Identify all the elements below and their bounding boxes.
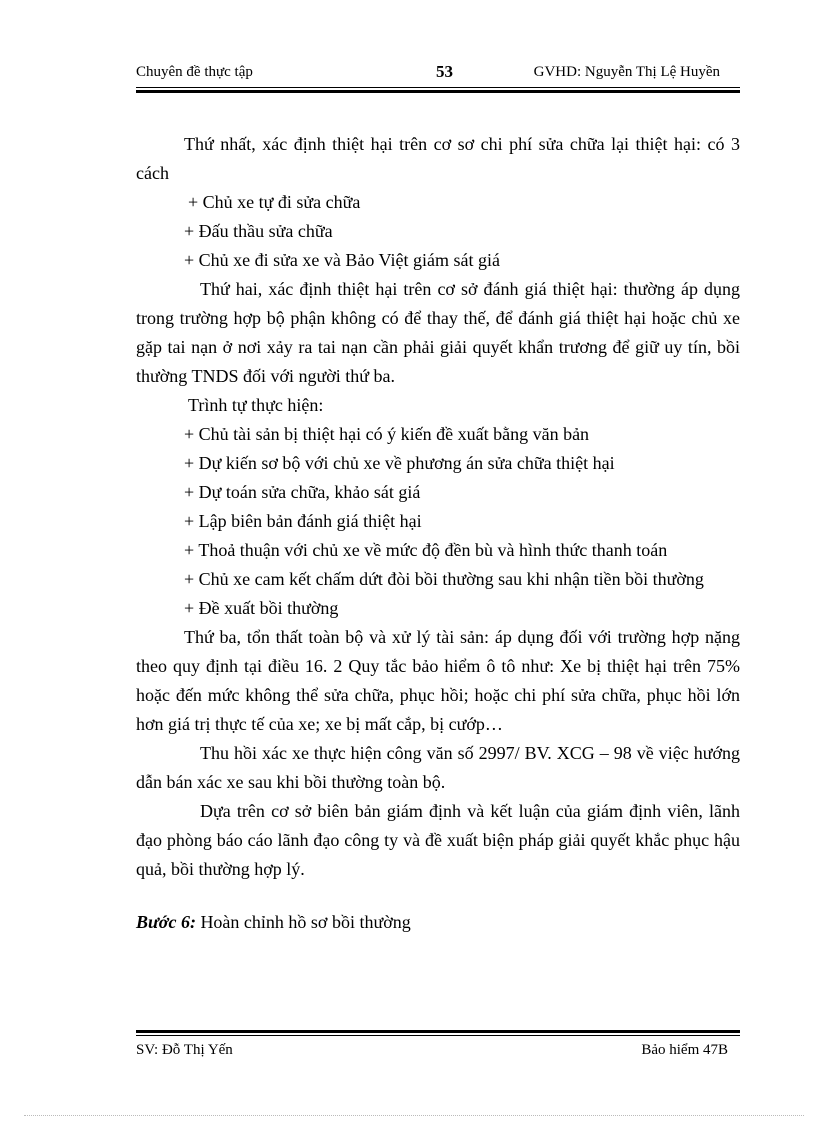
paragraph-vehicle-recovery: Thu hồi xác xe thực hiện công văn số 2997/ BV. XCG – 98 về việc hướng dẫn bán xác xe sau khi bồi thường toàn bộ. — [136, 743, 740, 792]
paragraph-second-method: Thứ hai, xác định thiệt hại trên cơ sở đánh giá thiệt hại: thường áp dụng trong trường hợp bộ phận không có để thay thế, để đánh giá thiệt hại hoặc chủ xe gặp tai nạn ở nơi xảy ra tai nạn cần phải giải quyết khẩn trương để giữ uy tín, bồi thường TNDS đối với người thứ ba. — [136, 279, 740, 386]
header-rule-thick — [136, 90, 740, 93]
step-text: Hoàn chỉnh hồ sơ bồi thường — [195, 912, 411, 932]
step-heading — [136, 908, 740, 937]
header-supervisor: GVHD: Nguyễn Thị Lệ Huyền — [533, 64, 720, 80]
document-body — [136, 130, 740, 937]
list-item: + Chủ xe đi sửa xe và Bảo Việt giám sát giá — [184, 250, 500, 270]
footer-student: SV: Đỗ Thị Yến — [136, 1042, 233, 1058]
list-item: + Chủ xe cam kết chấm dứt đòi bồi thường sau khi nhận tiền bồi thường — [184, 569, 704, 589]
list-item: + Dự toán sửa chữa, khảo sát giá — [184, 482, 421, 502]
footer-rule-thick — [136, 1030, 740, 1033]
list-item: + Lập biên bản đánh giá thiệt hại — [184, 511, 422, 531]
list-item: + Đề xuất bồi thường — [184, 598, 339, 618]
step-label: Bước 6: — [136, 912, 196, 932]
list-item: + Đấu thầu sửa chữa — [184, 221, 333, 241]
paragraph-assessment-basis: Dựa trên cơ sở biên bản giám định và kết luận của giám định viên, lãnh đạo phòng báo cáo lãnh đạo công ty và đề xuất biện pháp giải quyết khắc phục hậu quả, bồi thường hợp lý. — [136, 801, 740, 879]
paragraph-first-method: Thứ nhất, xác định thiệt hại trên cơ sơ chi phí sửa chữa lại thiệt hại: có 3 cách — [136, 134, 740, 183]
page-number: 53 — [436, 62, 453, 81]
footer-rule-thin — [136, 1035, 740, 1036]
page-bottom-border — [24, 1115, 804, 1116]
footer-class: Bảo hiểm 47B — [641, 1042, 728, 1058]
list-item: + Thoả thuận với chủ xe về mức độ đền bù và hình thức thanh toán — [184, 540, 668, 560]
list-item: + Chủ xe tự đi sửa chữa — [188, 192, 361, 212]
header-rule-thin — [136, 87, 740, 88]
list-item: + Chủ tài sản bị thiệt hại có ý kiến đề xuất bằng văn bản — [184, 424, 590, 444]
paragraph-procedure-heading: Trình tự thực hiện: — [188, 395, 324, 415]
list-item: + Dự kiến sơ bộ với chủ xe về phương án sửa chữa thiệt hại — [184, 453, 615, 473]
paragraph-third-method: Thứ ba, tổn thất toàn bộ và xử lý tài sản: áp dụng đối với trường hợp nặng theo quy định tại điều 16. 2 Quy tắc bảo hiểm ô tô như: Xe bị thiệt hại trên 75% hoặc đến mức không thể sửa chữa, phục hồi; hoặc chi phí sửa chữa, phục hồi lớn hơn giá trị thực tế của xe; xe bị mất cắp, bị cướp… — [136, 627, 740, 734]
page-header — [136, 64, 740, 86]
header-course-title: Chuyên đề thực tập — [136, 64, 253, 80]
